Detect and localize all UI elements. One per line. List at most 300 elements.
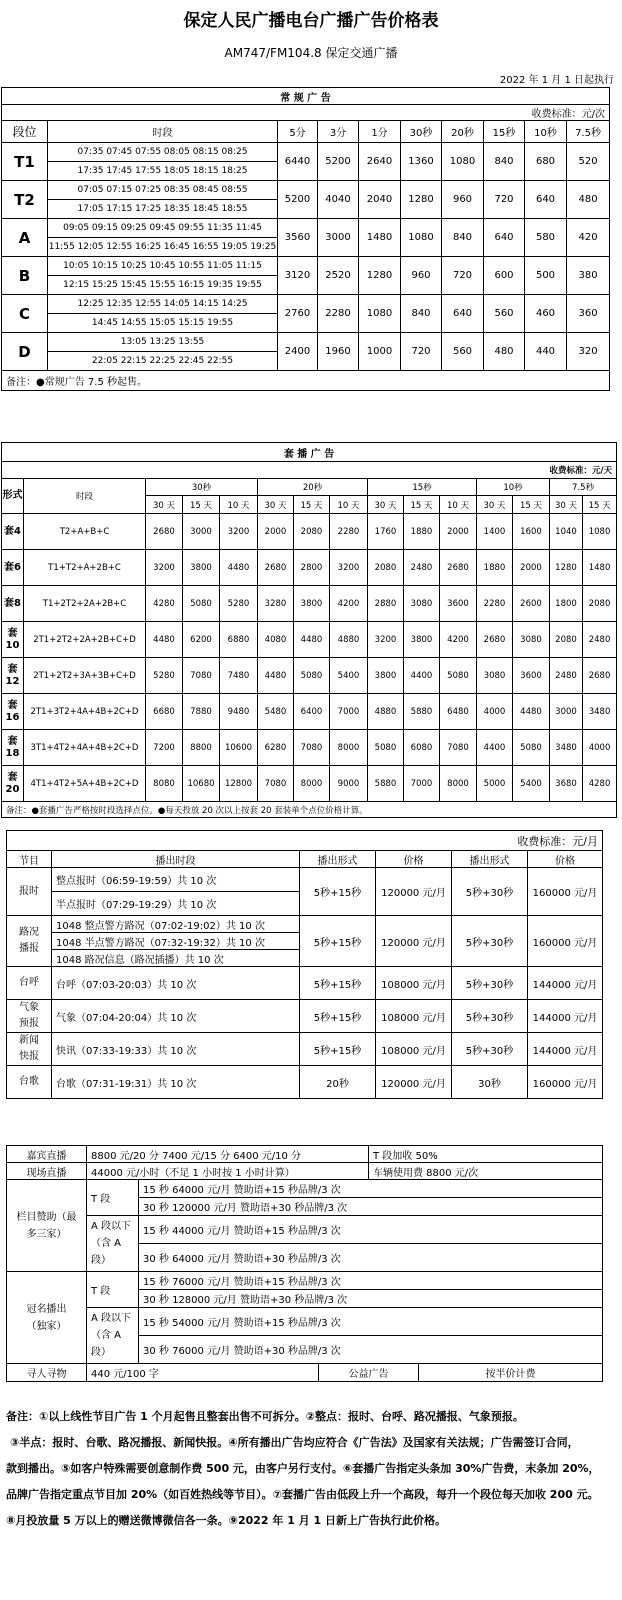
price-cell: 3600 <box>440 586 477 622</box>
days-header: 30 天 <box>146 496 183 514</box>
price-cell: 3000 <box>550 694 583 730</box>
price-cell: 120000 元/月 <box>376 868 452 916</box>
price-cell: 720 <box>484 181 525 219</box>
price-cell: 480 <box>484 333 525 371</box>
price-cell: 10680 <box>183 766 220 802</box>
guest-live-label: 嘉宾直播 <box>7 1146 87 1163</box>
col-header: 20秒 <box>442 121 484 143</box>
price-cell: 144000 元/月 <box>528 1000 603 1033</box>
price-cell: 6680 <box>146 694 183 730</box>
price-cell: 6400 <box>294 694 330 730</box>
naming-label: 冠名播出（独家） <box>7 1272 87 1364</box>
program-slot: 台呼（07:03-20:03）共 10 次 <box>52 967 300 1000</box>
price-cell: 3800 <box>404 622 440 658</box>
price-cell: 7200 <box>146 730 183 766</box>
package-name: 套16 <box>2 694 24 730</box>
price-cell: 2000 <box>513 550 550 586</box>
days-header: 30 天 <box>258 496 294 514</box>
price-cell: 4480 <box>513 694 550 730</box>
price-cell: 3200 <box>330 550 368 586</box>
program-name: 新闻快报 <box>7 1033 52 1066</box>
duration-header: 7.5秒 <box>550 479 617 496</box>
format-cell: 30秒 <box>452 1066 528 1099</box>
guest-live-price: 8800 元/20 分 7400 元/15 分 6400 元/10 分 <box>87 1146 369 1163</box>
price-cell: 3000 <box>318 219 359 257</box>
price-cell: 440 <box>525 333 567 371</box>
price-cell: 1040 <box>550 514 583 550</box>
col-header: 价格 <box>376 851 452 868</box>
price-cell: 3800 <box>294 586 330 622</box>
note-line: 品牌广告指定重点节目加 20%（如百姓热线等节目）。⑦套播广告由低段上升一个高段，每升一个段位每天加收 200 元。 <box>6 1488 599 1501</box>
onsite-live-extra: 车辆使用费 8800 元/次 <box>369 1163 603 1180</box>
program-name: 气象预报 <box>7 1000 52 1033</box>
price-cell: 4880 <box>368 694 404 730</box>
table-row <box>2 622 617 658</box>
price-cell: 840 <box>484 143 525 181</box>
price-cell: 5200 <box>278 181 318 219</box>
price-cell: 5080 <box>513 730 550 766</box>
price-cell: 1880 <box>404 514 440 550</box>
segment-label: D <box>2 333 48 371</box>
segment-a-label: A 段以下（含 A 段） <box>87 1308 139 1364</box>
format-cell: 5秒+15秒 <box>300 1033 376 1066</box>
days-header: 10 天 <box>220 496 258 514</box>
price-cell: 9000 <box>330 766 368 802</box>
package-combo: 3T1+4T2+4A+4B+2C+D <box>24 730 146 766</box>
price-cell: 960 <box>401 257 442 295</box>
price-cell: 3800 <box>183 550 220 586</box>
price-cell: 4480 <box>294 622 330 658</box>
page-subtitle: AM747/FM104.8 保定交通广播 <box>224 46 398 60</box>
price-cell: 4400 <box>477 730 513 766</box>
format-cell: 5秒+30秒 <box>452 916 528 967</box>
price-cell: 1080 <box>442 143 484 181</box>
price-cell: 580 <box>525 219 567 257</box>
col-header: 10秒 <box>525 121 567 143</box>
price-cell: 4200 <box>330 586 368 622</box>
table-row <box>2 257 610 276</box>
format-cell: 5秒+30秒 <box>452 868 528 916</box>
package-name: 套18 <box>2 730 24 766</box>
price-cell: 160000 元/月 <box>528 916 603 967</box>
price-cell: 144000 元/月 <box>528 967 603 1000</box>
price-cell: 2080 <box>294 514 330 550</box>
format-cell: 5秒+15秒 <box>300 868 376 916</box>
col-header: 15秒 <box>484 121 525 143</box>
price-cell: 6080 <box>404 730 440 766</box>
days-header: 10 天 <box>330 496 368 514</box>
price-cell: 120000 元/月 <box>376 916 452 967</box>
special-unit: 收费标准：元/月 <box>7 831 603 851</box>
price-cell: 2280 <box>477 586 513 622</box>
package-ads-table <box>1 442 617 818</box>
price-cell: 2680 <box>583 658 617 694</box>
duration-header: 20秒 <box>258 479 368 496</box>
price-cell: 5280 <box>146 658 183 694</box>
days-header: 15 天 <box>583 496 617 514</box>
table-row <box>2 514 617 550</box>
time-slot: 14:45 14:55 15:05 15:15 19:55 <box>48 314 278 333</box>
time-slot: 11:55 12:05 12:55 16:25 16:45 16:55 19:05 19:25 <box>48 238 278 257</box>
table-row <box>2 219 610 238</box>
price-cell: 1080 <box>583 514 617 550</box>
note-line: ③半点：报时、台歌、路况播报、新闻快报。④所有播出广告均应符合《广告法》及国家有关法规；广告需签订合同， <box>10 1436 579 1449</box>
price-cell: 600 <box>484 257 525 295</box>
price-cell: 1600 <box>513 514 550 550</box>
table-row <box>7 1000 603 1033</box>
package-combo: 2T1+2T2+2A+2B+C+D <box>24 622 146 658</box>
price-cell: 1760 <box>368 514 404 550</box>
price-cell: 4000 <box>583 730 617 766</box>
price-cell: 4400 <box>404 658 440 694</box>
package-ads-note: 备注：●套播广告严格按时段选择点位。●每天投放 20 次以上按套 20 套装单个点位价格计算。 <box>2 802 617 818</box>
price-cell: 160000 元/月 <box>528 868 603 916</box>
price-cell: 4280 <box>583 766 617 802</box>
price-cell: 2080 <box>550 622 583 658</box>
table-row <box>2 730 617 766</box>
price-cell: 3800 <box>368 658 404 694</box>
other-services-table <box>6 1145 603 1382</box>
naming-a-30: 30 秒 76000 元/月 赞助语+30 秒品牌/3 次 <box>139 1336 603 1364</box>
price-cell: 7080 <box>183 658 220 694</box>
price-cell: 8000 <box>330 730 368 766</box>
segment-a-label: A 段以下（含 A 段） <box>87 1216 139 1272</box>
time-slot: 22:05 22:15 22:25 22:45 22:55 <box>48 352 278 371</box>
regular-header-row <box>2 121 610 143</box>
price-cell: 4040 <box>318 181 359 219</box>
price-cell: 6440 <box>278 143 318 181</box>
time-slot: 10:05 10:15 10:25 10:45 10:55 11:05 11:15 <box>48 257 278 276</box>
price-cell: 520 <box>567 143 610 181</box>
price-cell: 1480 <box>583 550 617 586</box>
price-cell: 2600 <box>513 586 550 622</box>
price-cell: 2280 <box>318 295 359 333</box>
program-slot: 台歌（07:31-19:31）共 10 次 <box>52 1066 300 1099</box>
price-cell: 2520 <box>318 257 359 295</box>
price-cell: 560 <box>442 333 484 371</box>
price-cell: 5200 <box>318 143 359 181</box>
price-cell: 3200 <box>220 514 258 550</box>
time-slot: 17:35 17:45 17:55 18:05 18:15 18:25 <box>48 162 278 181</box>
price-cell: 5080 <box>294 658 330 694</box>
price-cell: 840 <box>401 295 442 333</box>
segment-label: A <box>2 219 48 257</box>
segment-t-label: T 段 <box>87 1180 139 1216</box>
price-cell: 5080 <box>368 730 404 766</box>
duration-header: 15秒 <box>368 479 477 496</box>
table-row <box>2 295 610 314</box>
table-row <box>2 766 617 802</box>
price-cell: 2480 <box>550 658 583 694</box>
price-cell: 2880 <box>368 586 404 622</box>
col-header: 30秒 <box>401 121 442 143</box>
effective-date: 2022 年 1 月 1 日起执行 <box>499 75 614 86</box>
package-combo: 2T1+2T2+3A+3B+C+D <box>24 658 146 694</box>
package-ads-title: 套 播 广 告 <box>2 443 617 462</box>
format-cell: 5秒+30秒 <box>452 967 528 1000</box>
price-cell: 7080 <box>440 730 477 766</box>
price-cell: 108000 元/月 <box>376 967 452 1000</box>
table-row <box>2 694 617 730</box>
regular-ads-table <box>1 87 610 391</box>
price-cell: 3280 <box>258 586 294 622</box>
table-row <box>2 550 617 586</box>
price-cell: 1960 <box>318 333 359 371</box>
table-row <box>7 1066 603 1099</box>
program-slot: 1048 路况信息（路况插播）共 10 次 <box>52 950 300 967</box>
price-cell: 3680 <box>550 766 583 802</box>
days-header: 15 天 <box>183 496 220 514</box>
duration-header: 10秒 <box>477 479 550 496</box>
regular-ads-title: 常 规 广 告 <box>2 88 610 105</box>
price-cell: 8000 <box>440 766 477 802</box>
price-cell: 120000 元/月 <box>376 1066 452 1099</box>
price-cell: 2080 <box>583 586 617 622</box>
price-cell: 320 <box>567 333 610 371</box>
col-header-form: 形式 <box>2 479 24 514</box>
price-cell: 5480 <box>258 694 294 730</box>
col-header: 1分 <box>359 121 401 143</box>
note-line: ⑧月投放量 5 万以上的赠送微博微信各一条。⑨2022 年 1 月 1 日新上广告执行此价格。 <box>6 1514 447 1527</box>
price-cell: 7000 <box>330 694 368 730</box>
col-header: 5分 <box>278 121 318 143</box>
col-header: 7.5秒 <box>567 121 610 143</box>
price-cell: 1360 <box>401 143 442 181</box>
format-cell: 5秒+15秒 <box>300 1000 376 1033</box>
price-cell: 720 <box>442 257 484 295</box>
price-cell: 8800 <box>183 730 220 766</box>
days-header: 30 天 <box>368 496 404 514</box>
price-cell: 4080 <box>258 622 294 658</box>
price-cell: 10600 <box>220 730 258 766</box>
price-cell: 3480 <box>550 730 583 766</box>
days-header: 15 天 <box>513 496 550 514</box>
price-cell: 5880 <box>368 766 404 802</box>
format-cell: 5秒+30秒 <box>452 1033 528 1066</box>
sponsor-a-15: 15 秒 44000 元/月 赞助语+15 秒品牌/3 次 <box>139 1216 603 1244</box>
program-name: 台呼 <box>7 967 52 1000</box>
price-cell: 2680 <box>146 514 183 550</box>
price-cell: 2000 <box>258 514 294 550</box>
days-header: 15 天 <box>294 496 330 514</box>
price-cell: 3200 <box>146 550 183 586</box>
regular-ads-note: 备注：●常规广告 7.5 秒起售。 <box>2 371 610 391</box>
price-cell: 2480 <box>583 622 617 658</box>
public-ad-price: 按半价计费 <box>419 1364 603 1382</box>
special-programs-table <box>6 830 603 1099</box>
duration-header: 30秒 <box>146 479 258 496</box>
price-cell: 1280 <box>550 550 583 586</box>
price-cell: 4280 <box>146 586 183 622</box>
program-name: 报时 <box>7 868 52 916</box>
price-cell: 1280 <box>401 181 442 219</box>
price-cell: 1000 <box>359 333 401 371</box>
package-name: 套10 <box>2 622 24 658</box>
price-cell: 3000 <box>183 514 220 550</box>
public-ad-label: 公益广告 <box>319 1364 419 1382</box>
lost-found-price: 440 元/100 字 <box>87 1364 319 1382</box>
lost-found-label: 寻人寻物 <box>7 1364 87 1382</box>
program-slot: 1048 整点警方路况（07:02-19:02）共 10 次 <box>52 916 300 933</box>
price-cell: 144000 元/月 <box>528 1033 603 1066</box>
col-header: 价格 <box>528 851 603 868</box>
time-slot: 12:25 12:35 12:55 14:05 14:15 14:25 <box>48 295 278 314</box>
price-cell: 840 <box>442 219 484 257</box>
days-header: 30 天 <box>477 496 513 514</box>
price-cell: 420 <box>567 219 610 257</box>
note-line: 款到播出。⑤如客户特殊需要创意制作费 500 元，由客户另行支付。⑥套播广告指定头条加 30%广告费，末条加 20%， <box>6 1462 600 1475</box>
price-cell: 6200 <box>183 622 220 658</box>
format-cell: 20秒 <box>300 1066 376 1099</box>
price-cell: 1400 <box>477 514 513 550</box>
price-cell: 560 <box>484 295 525 333</box>
package-combo: 2T1+3T2+4A+4B+2C+D <box>24 694 146 730</box>
price-cell: 108000 元/月 <box>376 1000 452 1033</box>
price-cell: 6280 <box>258 730 294 766</box>
price-cell: 640 <box>484 219 525 257</box>
segment-label: T1 <box>2 143 48 181</box>
price-cell: 6480 <box>440 694 477 730</box>
price-cell: 4200 <box>440 622 477 658</box>
segment-label: T2 <box>2 181 48 219</box>
footer-notes <box>6 1404 618 1534</box>
price-cell: 5400 <box>513 766 550 802</box>
price-cell: 4480 <box>146 622 183 658</box>
price-cell: 2680 <box>440 550 477 586</box>
program-slot: 整点报时（06:59-19:59）共 10 次 <box>52 868 300 892</box>
sponsor-a-30: 30 秒 64000 元/月 赞助语+30 秒品牌/3 次 <box>139 1244 603 1272</box>
price-cell: 2800 <box>294 550 330 586</box>
price-cell: 9480 <box>220 694 258 730</box>
price-cell: 4480 <box>258 658 294 694</box>
price-cell: 2040 <box>359 181 401 219</box>
page-title: 保定人民广播电台广播广告价格表 <box>183 11 439 31</box>
price-cell: 1280 <box>359 257 401 295</box>
price-cell: 4480 <box>220 550 258 586</box>
segment-label: C <box>2 295 48 333</box>
price-cell: 5080 <box>183 586 220 622</box>
price-cell: 960 <box>442 181 484 219</box>
price-cell: 1800 <box>550 586 583 622</box>
price-cell: 5400 <box>330 658 368 694</box>
program-slot: 气象（07:04-20:04）共 10 次 <box>52 1000 300 1033</box>
package-ads-unit: 收费标准：元/天 <box>2 462 617 479</box>
onsite-live-label: 现场直播 <box>7 1163 87 1180</box>
price-cell: 3600 <box>513 658 550 694</box>
price-cell: 7480 <box>220 658 258 694</box>
time-slot: 09:05 09:15 09:25 09:45 09:55 11:35 11:45 <box>48 219 278 238</box>
price-cell: 7000 <box>404 766 440 802</box>
sponsor-t-30: 30 秒 120000 元/月 赞助语+30 秒品牌/3 次 <box>139 1198 603 1216</box>
price-cell: 2400 <box>278 333 318 371</box>
price-cell: 640 <box>442 295 484 333</box>
table-row <box>7 1033 603 1066</box>
price-cell: 5880 <box>404 694 440 730</box>
price-cell: 500 <box>525 257 567 295</box>
price-cell: 3080 <box>513 622 550 658</box>
table-row <box>2 658 617 694</box>
package-combo: T1+T2+A+2B+C <box>24 550 146 586</box>
price-cell: 380 <box>567 257 610 295</box>
price-cell: 2080 <box>368 550 404 586</box>
price-cell: 2680 <box>258 550 294 586</box>
price-cell: 5000 <box>477 766 513 802</box>
price-cell: 1080 <box>359 295 401 333</box>
format-cell: 5秒+15秒 <box>300 967 376 1000</box>
program-slot: 1048 半点警方路况（07:32-19:32）共 10 次 <box>52 933 300 950</box>
price-cell: 640 <box>525 181 567 219</box>
format-cell: 5秒+30秒 <box>452 1000 528 1033</box>
price-cell: 4000 <box>477 694 513 730</box>
table-row <box>2 181 610 200</box>
guest-live-extra: T 段加收 50% <box>369 1146 603 1163</box>
price-cell: 1080 <box>401 219 442 257</box>
price-cell: 108000 元/月 <box>376 1033 452 1066</box>
price-cell: 720 <box>401 333 442 371</box>
sponsor-label: 栏目赞助（最多三家） <box>7 1180 87 1272</box>
price-cell: 6880 <box>220 622 258 658</box>
table-row <box>7 967 603 1000</box>
price-cell: 3560 <box>278 219 318 257</box>
price-cell: 5080 <box>440 658 477 694</box>
price-cell: 1880 <box>477 550 513 586</box>
col-header: 段位 <box>2 121 48 143</box>
table-row <box>2 586 617 622</box>
price-cell: 8000 <box>294 766 330 802</box>
price-cell: 2280 <box>330 514 368 550</box>
price-cell: 680 <box>525 143 567 181</box>
price-cell: 7880 <box>183 694 220 730</box>
price-cell: 160000 元/月 <box>528 1066 603 1099</box>
days-header: 30 天 <box>550 496 583 514</box>
days-header: 15 天 <box>404 496 440 514</box>
price-cell: 2640 <box>359 143 401 181</box>
price-cell: 360 <box>567 295 610 333</box>
price-cell: 2760 <box>278 295 318 333</box>
col-header: 节目 <box>7 851 52 868</box>
price-cell: 5280 <box>220 586 258 622</box>
note-line: 备注：①以上线性节目广告 1 个月起售且整套出售不可拆分。②整点：报时、台呼、路况播报、气象预报。 <box>6 1410 524 1423</box>
col-header: 播出形式 <box>452 851 528 868</box>
regular-ads-unit: 收费标准：元/次 <box>2 105 610 121</box>
days-header: 10 天 <box>440 496 477 514</box>
price-cell: 2480 <box>404 550 440 586</box>
price-cell: 3080 <box>477 658 513 694</box>
price-cell: 2000 <box>440 514 477 550</box>
onsite-live-price: 44000 元/小时（不足 1 小时按 1 小时计算） <box>87 1163 369 1180</box>
package-name: 套8 <box>2 586 24 622</box>
segment-label: B <box>2 257 48 295</box>
price-cell: 4880 <box>330 622 368 658</box>
program-slot: 半点报时（07:29-19:29）共 10 次 <box>52 892 300 916</box>
package-name: 套4 <box>2 514 24 550</box>
package-combo: 4T1+4T2+5A+4B+2C+D <box>24 766 146 802</box>
price-cell: 3080 <box>404 586 440 622</box>
price-cell: 12800 <box>220 766 258 802</box>
table-row <box>7 916 603 933</box>
time-slot: 07:35 07:45 07:55 08:05 08:15 08:25 <box>48 143 278 162</box>
col-header-time: 时段 <box>24 479 146 514</box>
time-slot: 07:05 07:15 07:25 08:35 08:45 08:55 <box>48 181 278 200</box>
col-header: 3分 <box>318 121 359 143</box>
naming-a-15: 15 秒 54000 元/月 赞助语+15 秒品牌/3 次 <box>139 1308 603 1336</box>
segment-t-label: T 段 <box>87 1272 139 1308</box>
table-row <box>2 143 610 162</box>
program-slot: 快讯（07:33-19:33）共 10 次 <box>52 1033 300 1066</box>
col-header: 播出时段 <box>52 851 300 868</box>
price-cell: 3120 <box>278 257 318 295</box>
price-cell: 3200 <box>368 622 404 658</box>
